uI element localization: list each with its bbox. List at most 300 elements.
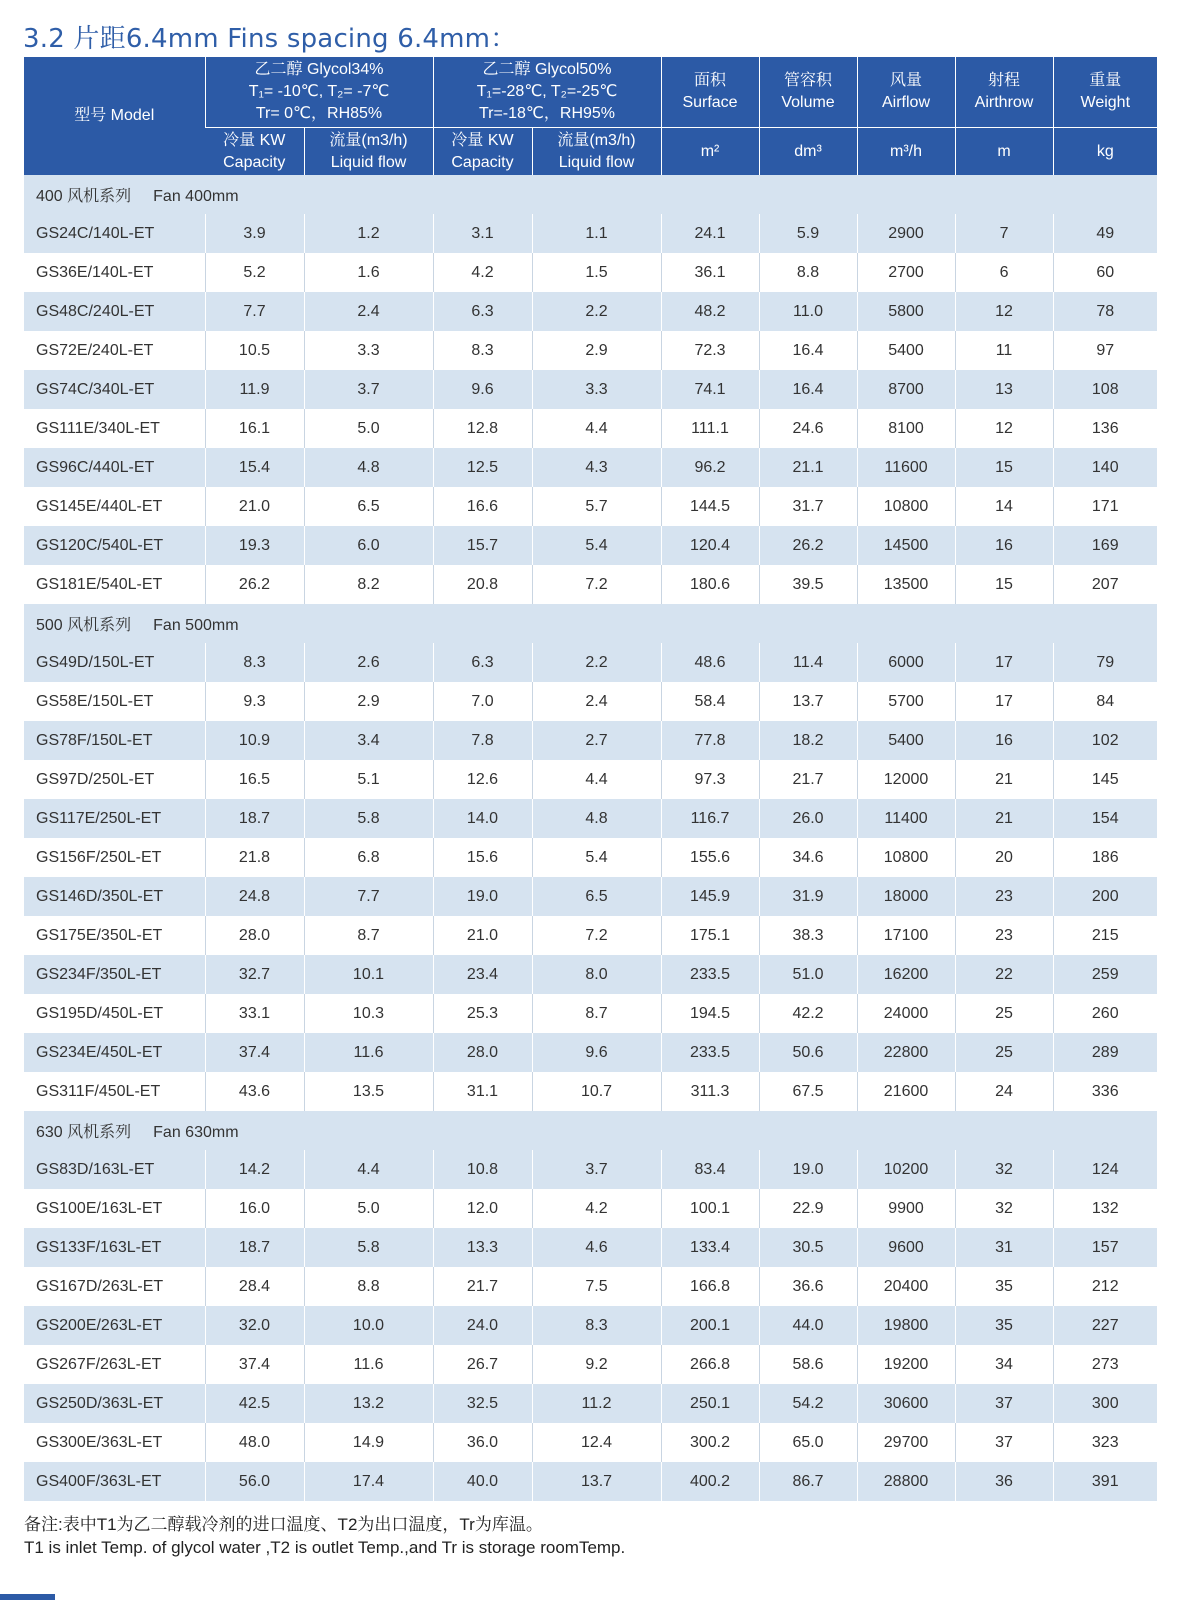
group-row	[24, 604, 1157, 643]
cell-airflow: 29700	[857, 1423, 955, 1462]
cell-airthrow: 20	[955, 838, 1053, 877]
cell-capacity-34: 26.2	[205, 565, 304, 604]
cell-volume: 31.9	[759, 877, 857, 916]
table-row	[24, 253, 1157, 292]
cell-flow-50: 13.7	[532, 1462, 661, 1501]
table-row	[24, 721, 1157, 760]
cell-flow-34: 3.3	[304, 331, 433, 370]
cell-model: GS58E/150L-ET	[24, 682, 205, 721]
cell-model: GS78F/150L-ET	[24, 721, 205, 760]
cell-volume: 30.5	[759, 1228, 857, 1267]
cell-flow-34: 8.7	[304, 916, 433, 955]
cell-weight: 132	[1053, 1189, 1157, 1228]
cell-airthrow: 15	[955, 565, 1053, 604]
glycol34-room: Tr= 0℃，RH85%	[255, 105, 383, 122]
cell-flow-50: 9.2	[532, 1345, 661, 1384]
cell-airflow: 20400	[857, 1267, 955, 1306]
cell-airflow: 10200	[857, 1150, 955, 1189]
cell-weight: 300	[1053, 1384, 1157, 1423]
cell-airflow: 19800	[857, 1306, 955, 1345]
cell-volume: 39.5	[759, 565, 857, 604]
cell-airthrow: 31	[955, 1228, 1053, 1267]
table-header	[24, 57, 1157, 175]
cell-volume: 42.2	[759, 994, 857, 1033]
cell-flow-34: 13.2	[304, 1384, 433, 1423]
cell-weight: 186	[1053, 838, 1157, 877]
cell-airflow: 5700	[857, 682, 955, 721]
cell-flow-50: 4.2	[532, 1189, 661, 1228]
cell-model: GS24C/140L-ET	[24, 214, 205, 253]
cell-model: GS96C/440L-ET	[24, 448, 205, 487]
table-row	[24, 1423, 1157, 1462]
table-row	[24, 1072, 1157, 1111]
cell-flow-50: 3.3	[532, 370, 661, 409]
group-row	[24, 1111, 1157, 1150]
glycol50-temps: T₁=-28℃, T₂=-25℃	[476, 83, 618, 100]
cell-airflow: 17100	[857, 916, 955, 955]
volume-en: Volume	[781, 94, 835, 111]
cell-volume: 51.0	[759, 955, 857, 994]
airflow-en: Airflow	[882, 94, 931, 111]
unit-airthrow: m	[955, 128, 1053, 176]
cell-weight: 207	[1053, 565, 1157, 604]
glycol34-title: 乙二醇 Glycol34%	[254, 61, 384, 78]
cell-airflow: 24000	[857, 994, 955, 1033]
cell-model: GS250D/363L-ET	[24, 1384, 205, 1423]
cell-flow-34: 3.4	[304, 721, 433, 760]
table-row	[24, 1189, 1157, 1228]
table-row	[24, 916, 1157, 955]
cell-surface: 145.9	[661, 877, 759, 916]
group-title	[24, 604, 1157, 643]
table-row	[24, 760, 1157, 799]
cell-capacity-34: 16.1	[205, 409, 304, 448]
capacity-en: Capacity	[451, 153, 514, 171]
table-row	[24, 643, 1157, 682]
cell-airflow: 30600	[857, 1384, 955, 1423]
cell-model: GS300E/363L-ET	[24, 1423, 205, 1462]
cell-airthrow: 12	[955, 409, 1053, 448]
cell-volume: 11.0	[759, 292, 857, 331]
cell-flow-50: 11.2	[532, 1384, 661, 1423]
header-capacity-34	[205, 128, 304, 176]
cell-volume: 24.6	[759, 409, 857, 448]
cell-flow-34: 8.2	[304, 565, 433, 604]
header-airflow	[857, 57, 955, 128]
cell-capacity-50: 7.8	[433, 721, 532, 760]
cell-weight: 169	[1053, 526, 1157, 565]
cell-capacity-34: 18.7	[205, 1228, 304, 1267]
cell-surface: 48.6	[661, 643, 759, 682]
cell-model: GS120C/540L-ET	[24, 526, 205, 565]
cell-volume: 16.4	[759, 370, 857, 409]
cell-volume: 54.2	[759, 1384, 857, 1423]
capacity-cn: 冷量 KW	[451, 131, 514, 149]
table-row	[24, 565, 1157, 604]
cell-model: GS181E/540L-ET	[24, 565, 205, 604]
cell-flow-34: 11.6	[304, 1345, 433, 1384]
cell-flow-50: 10.7	[532, 1072, 661, 1111]
cell-flow-50: 2.2	[532, 643, 661, 682]
cell-capacity-50: 14.0	[433, 799, 532, 838]
flow-cn: 流量(m3/h)	[329, 131, 408, 149]
cell-volume: 16.4	[759, 331, 857, 370]
cell-airthrow: 21	[955, 799, 1053, 838]
cell-weight: 136	[1053, 409, 1157, 448]
cell-weight: 227	[1053, 1306, 1157, 1345]
cell-airthrow: 25	[955, 994, 1053, 1033]
header-flow-50	[532, 128, 661, 176]
group-title-en: Fan 630mm	[153, 1124, 239, 1141]
cell-flow-34: 11.6	[304, 1033, 433, 1072]
cell-surface: 58.4	[661, 682, 759, 721]
page-title: 3.2 片距6.4mm Fins spacing 6.4mm：	[23, 24, 517, 54]
cell-surface: 133.4	[661, 1228, 759, 1267]
table-row	[24, 487, 1157, 526]
cell-flow-50: 5.7	[532, 487, 661, 526]
cell-model: GS234F/350L-ET	[24, 955, 205, 994]
cell-capacity-50: 24.0	[433, 1306, 532, 1345]
group-title-cn: 630 风机系列	[36, 1124, 132, 1141]
cell-capacity-34: 32.7	[205, 955, 304, 994]
surface-en: Surface	[682, 94, 738, 111]
group-title-cn: 400 风机系列	[36, 188, 132, 205]
cell-surface: 96.2	[661, 448, 759, 487]
cell-airthrow: 35	[955, 1306, 1053, 1345]
cell-weight: 154	[1053, 799, 1157, 838]
group-title	[24, 1111, 1157, 1150]
cell-airthrow: 17	[955, 682, 1053, 721]
cell-weight: 215	[1053, 916, 1157, 955]
cell-volume: 50.6	[759, 1033, 857, 1072]
cell-capacity-50: 32.5	[433, 1384, 532, 1423]
group-row	[24, 175, 1157, 214]
cell-flow-34: 5.8	[304, 799, 433, 838]
cell-model: GS117E/250L-ET	[24, 799, 205, 838]
cell-capacity-34: 21.8	[205, 838, 304, 877]
cell-capacity-50: 3.1	[433, 214, 532, 253]
cell-weight: 157	[1053, 1228, 1157, 1267]
cell-weight: 212	[1053, 1267, 1157, 1306]
cell-flow-34: 10.0	[304, 1306, 433, 1345]
cell-airflow: 16200	[857, 955, 955, 994]
cell-weight: 323	[1053, 1423, 1157, 1462]
cell-volume: 36.6	[759, 1267, 857, 1306]
cell-capacity-50: 31.1	[433, 1072, 532, 1111]
cell-airthrow: 32	[955, 1150, 1053, 1189]
cell-flow-34: 6.8	[304, 838, 433, 877]
cell-flow-50: 7.2	[532, 565, 661, 604]
cell-weight: 49	[1053, 214, 1157, 253]
cell-flow-50: 8.7	[532, 994, 661, 1033]
cell-model: GS145E/440L-ET	[24, 487, 205, 526]
cell-airthrow: 37	[955, 1384, 1053, 1423]
table-row	[24, 526, 1157, 565]
cell-airflow: 2900	[857, 214, 955, 253]
cell-volume: 26.2	[759, 526, 857, 565]
cell-airthrow: 23	[955, 877, 1053, 916]
cell-flow-34: 5.1	[304, 760, 433, 799]
header-surface	[661, 57, 759, 128]
table-row	[24, 955, 1157, 994]
cell-airthrow: 34	[955, 1345, 1053, 1384]
table-row	[24, 331, 1157, 370]
cell-volume: 38.3	[759, 916, 857, 955]
header-volume	[759, 57, 857, 128]
cell-capacity-34: 19.3	[205, 526, 304, 565]
cell-capacity-50: 19.0	[433, 877, 532, 916]
unit-surface: m²	[661, 128, 759, 176]
cell-flow-50: 1.5	[532, 253, 661, 292]
cell-surface: 166.8	[661, 1267, 759, 1306]
cell-airthrow: 24	[955, 1072, 1053, 1111]
cell-flow-34: 1.2	[304, 214, 433, 253]
cell-airthrow: 14	[955, 487, 1053, 526]
glycol50-room: Tr=-18℃，RH95%	[478, 105, 616, 122]
cell-volume: 44.0	[759, 1306, 857, 1345]
cell-flow-34: 6.5	[304, 487, 433, 526]
cell-capacity-34: 37.4	[205, 1033, 304, 1072]
header-airthrow	[955, 57, 1053, 128]
cell-capacity-50: 7.0	[433, 682, 532, 721]
cell-weight: 259	[1053, 955, 1157, 994]
airflow-cn: 风量	[890, 72, 923, 89]
cell-volume: 19.0	[759, 1150, 857, 1189]
cell-volume: 22.9	[759, 1189, 857, 1228]
cell-flow-34: 17.4	[304, 1462, 433, 1501]
cell-capacity-34: 3.9	[205, 214, 304, 253]
cell-flow-50: 8.0	[532, 955, 661, 994]
unit-weight: kg	[1053, 128, 1157, 176]
group-title-cn: 500 风机系列	[36, 617, 132, 634]
cell-capacity-34: 33.1	[205, 994, 304, 1033]
table-row	[24, 838, 1157, 877]
cell-capacity-34: 16.0	[205, 1189, 304, 1228]
table-row	[24, 877, 1157, 916]
glycol50-title: 乙二醇 Glycol50%	[482, 61, 612, 78]
cell-airflow: 21600	[857, 1072, 955, 1111]
cell-flow-34: 13.5	[304, 1072, 433, 1111]
note-cn: 备注:表中T1为乙二醇载冷剂的进口温度、T2为出口温度，Tr为库温。	[24, 1515, 543, 1534]
cell-capacity-34: 15.4	[205, 448, 304, 487]
cell-airflow: 14500	[857, 526, 955, 565]
cell-surface: 116.7	[661, 799, 759, 838]
table-row	[24, 799, 1157, 838]
cell-capacity-34: 11.9	[205, 370, 304, 409]
cell-airthrow: 7	[955, 214, 1053, 253]
cell-capacity-34: 9.3	[205, 682, 304, 721]
bottom-accent-bar	[0, 1594, 55, 1600]
cell-airflow: 11400	[857, 799, 955, 838]
group-title	[24, 175, 1157, 214]
cell-surface: 194.5	[661, 994, 759, 1033]
cell-weight: 336	[1053, 1072, 1157, 1111]
cell-capacity-34: 10.9	[205, 721, 304, 760]
cell-flow-50: 4.3	[532, 448, 661, 487]
cell-model: GS156F/250L-ET	[24, 838, 205, 877]
cell-airthrow: 15	[955, 448, 1053, 487]
cell-model: GS400F/363L-ET	[24, 1462, 205, 1501]
cell-model: GS100E/163L-ET	[24, 1189, 205, 1228]
cell-flow-50: 12.4	[532, 1423, 661, 1462]
header-glycol50	[433, 57, 661, 128]
cell-flow-50: 2.2	[532, 292, 661, 331]
table-row	[24, 409, 1157, 448]
cell-airflow: 6000	[857, 643, 955, 682]
cell-capacity-34: 43.6	[205, 1072, 304, 1111]
cell-flow-34: 4.8	[304, 448, 433, 487]
cell-capacity-34: 24.8	[205, 877, 304, 916]
note-en: T1 is inlet Temp. of glycol water ,T2 is outlet Temp.,and Tr is storage roomTemp.	[24, 1538, 626, 1557]
cell-surface: 36.1	[661, 253, 759, 292]
cell-volume: 8.8	[759, 253, 857, 292]
cell-flow-50: 3.7	[532, 1150, 661, 1189]
cell-airthrow: 36	[955, 1462, 1053, 1501]
header-flow-34	[304, 128, 433, 176]
flow-en: Liquid flow	[558, 153, 635, 171]
cell-flow-34: 4.4	[304, 1150, 433, 1189]
table-row	[24, 448, 1157, 487]
cell-flow-34: 2.6	[304, 643, 433, 682]
cell-airflow: 5400	[857, 721, 955, 760]
cell-airflow: 22800	[857, 1033, 955, 1072]
cell-model: GS49D/150L-ET	[24, 643, 205, 682]
cell-airthrow: 16	[955, 721, 1053, 760]
cell-capacity-50: 13.3	[433, 1228, 532, 1267]
header-weight	[1053, 57, 1157, 128]
cell-flow-50: 7.2	[532, 916, 661, 955]
cell-flow-50: 4.4	[532, 409, 661, 448]
cell-airflow: 8100	[857, 409, 955, 448]
cell-flow-50: 4.6	[532, 1228, 661, 1267]
unit-airflow: m³/h	[857, 128, 955, 176]
cell-weight: 102	[1053, 721, 1157, 760]
capacity-en: Capacity	[223, 153, 286, 171]
cell-flow-34: 1.6	[304, 253, 433, 292]
cell-surface: 48.2	[661, 292, 759, 331]
cell-model: GS146D/350L-ET	[24, 877, 205, 916]
cell-volume: 18.2	[759, 721, 857, 760]
cell-capacity-50: 20.8	[433, 565, 532, 604]
spec-table	[24, 57, 1157, 1501]
cell-weight: 84	[1053, 682, 1157, 721]
capacity-cn: 冷量 KW	[223, 131, 286, 149]
cell-surface: 180.6	[661, 565, 759, 604]
cell-surface: 233.5	[661, 1033, 759, 1072]
cell-airthrow: 11	[955, 331, 1053, 370]
cell-flow-50: 2.4	[532, 682, 661, 721]
cell-weight: 79	[1053, 643, 1157, 682]
cell-weight: 108	[1053, 370, 1157, 409]
cell-volume: 11.4	[759, 643, 857, 682]
cell-capacity-50: 15.6	[433, 838, 532, 877]
table-row	[24, 1384, 1157, 1423]
cell-capacity-50: 21.0	[433, 916, 532, 955]
table-row	[24, 214, 1157, 253]
cell-surface: 83.4	[661, 1150, 759, 1189]
table-row	[24, 1150, 1157, 1189]
cell-airflow: 19200	[857, 1345, 955, 1384]
cell-capacity-50: 9.6	[433, 370, 532, 409]
cell-flow-34: 10.3	[304, 994, 433, 1033]
cell-capacity-34: 28.0	[205, 916, 304, 955]
notes	[24, 1513, 625, 1559]
header-glycol34	[205, 57, 433, 128]
table-row	[24, 1228, 1157, 1267]
cell-flow-34: 6.0	[304, 526, 433, 565]
cell-capacity-34: 28.4	[205, 1267, 304, 1306]
cell-capacity-50: 10.8	[433, 1150, 532, 1189]
cell-capacity-50: 23.4	[433, 955, 532, 994]
cell-surface: 300.2	[661, 1423, 759, 1462]
cell-flow-50: 5.4	[532, 838, 661, 877]
cell-surface: 144.5	[661, 487, 759, 526]
cell-airthrow: 35	[955, 1267, 1053, 1306]
table-row	[24, 370, 1157, 409]
unit-volume: dm³	[759, 128, 857, 176]
cell-airthrow: 25	[955, 1033, 1053, 1072]
table-row	[24, 292, 1157, 331]
cell-flow-34: 2.4	[304, 292, 433, 331]
cell-airflow: 11600	[857, 448, 955, 487]
cell-flow-50: 6.5	[532, 877, 661, 916]
cell-capacity-50: 36.0	[433, 1423, 532, 1462]
cell-flow-50: 9.6	[532, 1033, 661, 1072]
cell-capacity-34: 56.0	[205, 1462, 304, 1501]
cell-flow-50: 8.3	[532, 1306, 661, 1345]
cell-airflow: 18000	[857, 877, 955, 916]
cell-airthrow: 32	[955, 1189, 1053, 1228]
table-row	[24, 1306, 1157, 1345]
weight-cn: 重量	[1089, 72, 1122, 89]
cell-capacity-34: 37.4	[205, 1345, 304, 1384]
cell-airthrow: 12	[955, 292, 1053, 331]
cell-capacity-50: 12.8	[433, 409, 532, 448]
table-body	[24, 175, 1157, 1501]
cell-airflow: 5400	[857, 331, 955, 370]
volume-cn: 管容积	[784, 72, 833, 89]
cell-capacity-34: 8.3	[205, 643, 304, 682]
cell-capacity-34: 32.0	[205, 1306, 304, 1345]
cell-capacity-50: 26.7	[433, 1345, 532, 1384]
flow-cn: 流量(m3/h)	[557, 131, 636, 149]
cell-airflow: 9900	[857, 1189, 955, 1228]
cell-volume: 31.7	[759, 487, 857, 526]
cell-model: GS48C/240L-ET	[24, 292, 205, 331]
cell-flow-34: 8.8	[304, 1267, 433, 1306]
cell-surface: 120.4	[661, 526, 759, 565]
cell-flow-50: 4.4	[532, 760, 661, 799]
cell-capacity-34: 14.2	[205, 1150, 304, 1189]
cell-capacity-50: 6.3	[433, 643, 532, 682]
cell-capacity-50: 16.6	[433, 487, 532, 526]
cell-weight: 171	[1053, 487, 1157, 526]
cell-model: GS74C/340L-ET	[24, 370, 205, 409]
cell-flow-34: 5.0	[304, 1189, 433, 1228]
airthrow-cn: 射程	[988, 72, 1021, 89]
weight-en: Weight	[1080, 94, 1131, 111]
cell-airthrow: 13	[955, 370, 1053, 409]
cell-surface: 100.1	[661, 1189, 759, 1228]
cell-airthrow: 17	[955, 643, 1053, 682]
glycol34-temps: T₁= -10℃, T₂= -7℃	[248, 83, 390, 100]
cell-model: GS167D/263L-ET	[24, 1267, 205, 1306]
table-row	[24, 994, 1157, 1033]
cell-capacity-50: 40.0	[433, 1462, 532, 1501]
cell-weight: 273	[1053, 1345, 1157, 1384]
cell-flow-50: 5.4	[532, 526, 661, 565]
cell-airflow: 12000	[857, 760, 955, 799]
